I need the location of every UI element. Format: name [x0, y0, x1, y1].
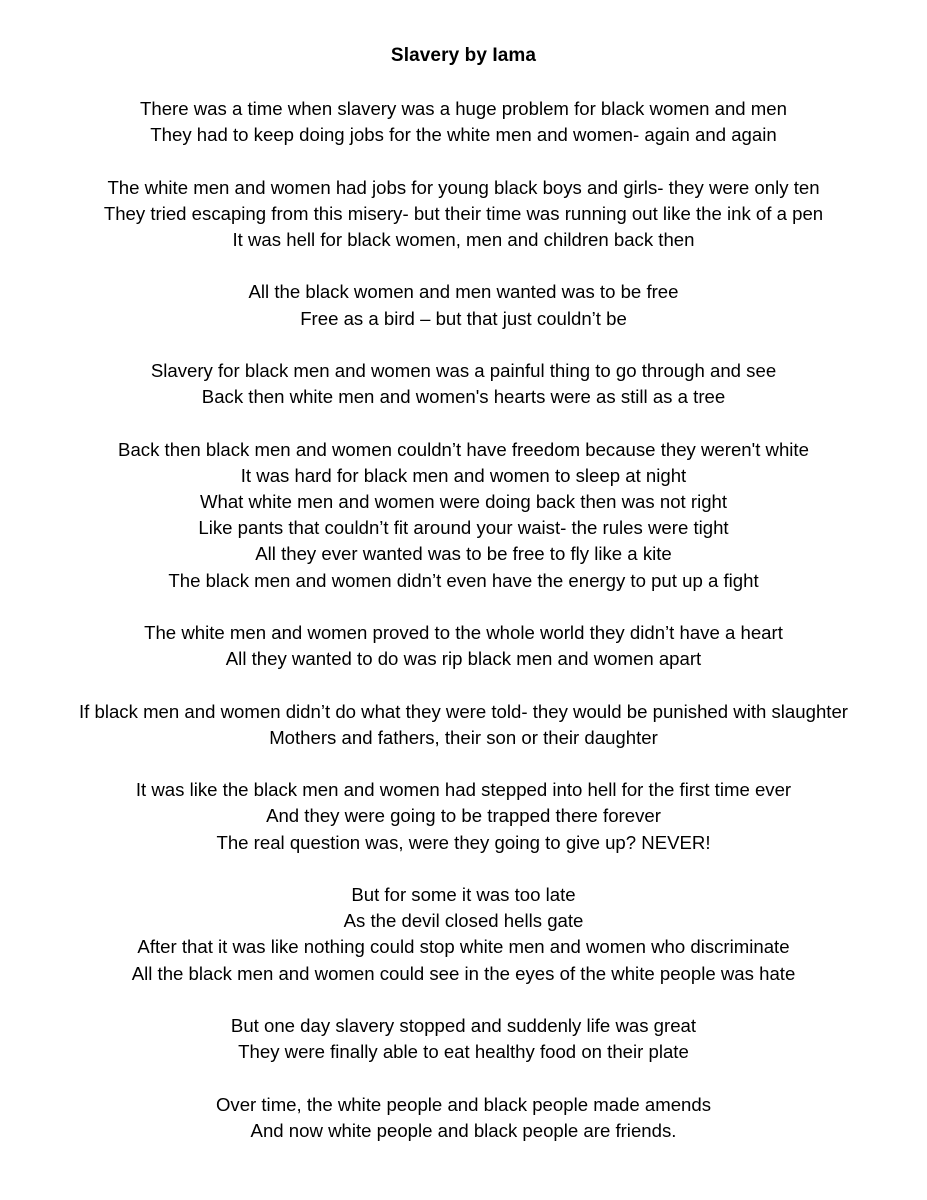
stanza	[0, 358, 927, 410]
poem-line: It was like the black men and women had stepped into hell for the first time ever	[135, 779, 792, 801]
stanza	[0, 175, 927, 254]
poem-line: It was hard for black men and women to sleep at night	[240, 464, 687, 486]
poem-line: Free as a bird – but that just couldn’t be	[300, 307, 627, 329]
poem-line: Slavery for black men and women was a painful thing to go through and see	[150, 359, 777, 381]
poem-line: The white men and women proved to the whole world they didn’t have a heart	[144, 621, 783, 643]
stanza	[0, 1013, 927, 1065]
poem-line: All they wanted to do was rip black men and women apart	[225, 648, 702, 670]
poem-line: There was a time when slavery was a huge problem for black women and men	[140, 98, 787, 119]
poem-line: Over time, the white people and black people made amends	[215, 1093, 712, 1115]
poem-line: Mothers and fathers, their son or their daughter	[269, 726, 658, 748]
stanza	[0, 882, 927, 987]
poem-line: As the devil closed hells gate	[343, 910, 584, 932]
poem-line: The white men and women had jobs for young black boys and girls- they were only ten	[107, 176, 820, 198]
poem-title: Slavery by Iama	[390, 45, 537, 66]
stanza	[0, 96, 927, 148]
stanza	[0, 437, 927, 594]
poem-line: And now white people and black people are friends.	[250, 1119, 677, 1141]
poem-line: The real question was, were they going to give up? NEVER!	[216, 831, 711, 853]
poem-line: But for some it was too late	[351, 883, 576, 905]
stanza	[0, 699, 927, 751]
poem-line: All the black men and women could see in the eyes of the white people was hate	[131, 962, 796, 984]
poem-line: They were finally able to eat healthy food on their plate	[238, 1041, 689, 1063]
poem-line: But one day slavery stopped and suddenly life was great	[230, 1014, 697, 1036]
poem-line: All they ever wanted was to be free to fly like a kite	[255, 543, 672, 565]
poem-body	[0, 96, 927, 1170]
poem-line: What white men and women were doing back then was not right	[199, 490, 728, 512]
poem-line: The black men and women didn’t even have the energy to put up a fight	[168, 569, 759, 591]
stanza	[0, 777, 927, 856]
stanza	[0, 1092, 927, 1144]
poem-line: Back then black men and women couldn’t have freedom because they weren't white	[118, 438, 809, 460]
stanza	[0, 620, 927, 672]
poem-line: After that it was like nothing could stop white men and women who discriminate	[137, 936, 790, 958]
poem-line: Like pants that couldn’t fit around your waist- the rules were tight	[198, 517, 729, 539]
poem-line: If black men and women didn’t do what they were told- they would be punished with slaughter	[79, 700, 848, 722]
poem-line: They had to keep doing jobs for the white men and women- again and again	[150, 124, 777, 146]
stanza	[0, 279, 927, 331]
poem-line: They tried escaping from this misery- but their time was running out like the ink of a pen	[103, 202, 824, 224]
poem-line: And they were going to be trapped there forever	[266, 805, 661, 827]
poem-line: All the black women and men wanted was to be free	[248, 281, 679, 303]
poem-line: It was hell for black women, men and children back then	[232, 229, 695, 250]
poem-line: Back then white men and women's hearts were as still as a tree	[201, 386, 726, 408]
